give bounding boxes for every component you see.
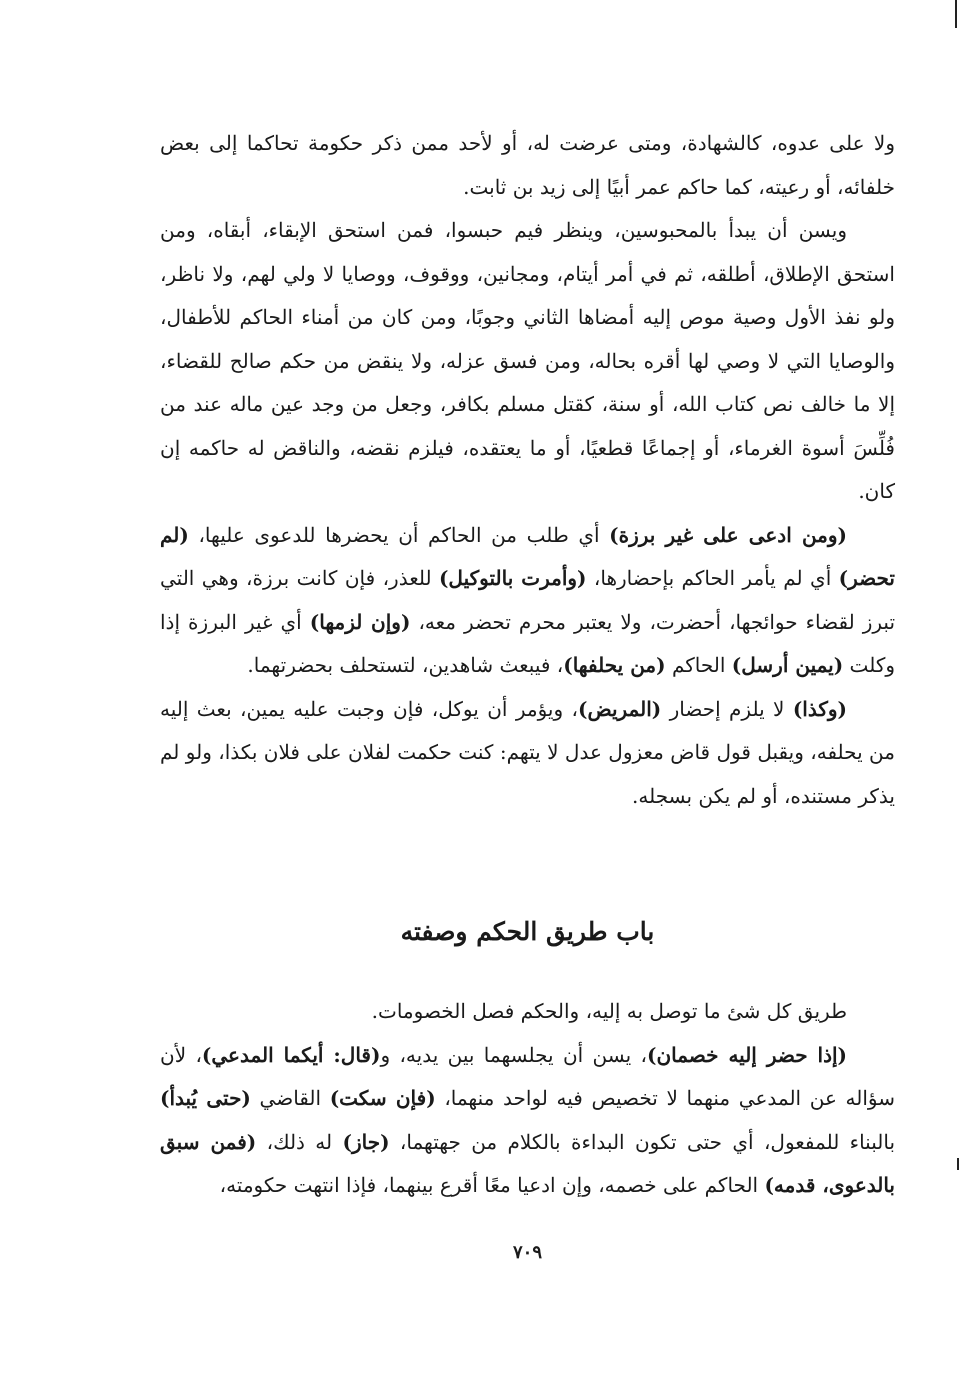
text-run: ، فيبعث شاهدين، لتستحلف بحضرتهما.: [247, 653, 564, 677]
chapter-heading: باب طريق الحكم وصفته: [400, 917, 655, 946]
text-run: له ذلك،: [256, 1129, 343, 1154]
bold-phrase: (يمين أرسل): [731, 653, 844, 677]
text-run: ، يسن أن يجلسهما بين يديه، و: [380, 1042, 647, 1067]
text-run: القاضي: [250, 1086, 330, 1110]
bold-phrase: (وإن لزمها): [309, 609, 411, 634]
text-run: ولا على عدوه، كالشهادة، ومتى عرضت له، أو لأحد ممن ذكر حكومة تحاكما إلى بعض خلفائه، أو رعيته، كما حاكم عمر أبيًا إلى زيد بن ثابت.: [160, 131, 895, 199]
bold-phrase: (لم تحضر): [160, 522, 895, 590]
body-text-top: [160, 122, 895, 818]
text-run: ، لأن سؤاله عن المدعي منهما لا تخصيص فيه لواحد منهما،: [160, 1042, 896, 1110]
text-run: الحاكم على خصمه، وإن ادعيا معًا أقرع بينهما، فإذا انتهت حكومته،: [219, 1173, 765, 1197]
text-run: ، ويؤمر أن يوكل، فإن وجبت عليه يمين، بعث إليه من يحلفه، ويقبل قول قاض معزول عدل لا يتهم: كنت حكمت لفلان على فلان بكذا، ولو لم يذكر مستنده، أو لم يكن بسجله.: [160, 696, 895, 808]
text-run: الحاكم: [665, 653, 732, 677]
bold-phrase: (من يحلفها): [563, 653, 666, 677]
text-run: للعذر، فإن كانت برزة، وهي التي تبرز لقضاء حوائجها، أحضرت، ولا يعتبر محرم تحضر معه،: [160, 566, 896, 634]
text-run: أي غير البرزة إذا وكلت: [160, 609, 895, 677]
paragraph: [160, 688, 895, 819]
paragraph: [160, 122, 895, 209]
paragraph: [160, 990, 895, 1034]
paragraph: [160, 514, 895, 688]
bold-phrase: (جاز): [342, 1129, 390, 1154]
bold-phrase: (قال: أيكما المدعي): [201, 1042, 381, 1067]
text-run: أي لم يأمر الحاكم بإحضارها،: [586, 566, 839, 590]
bold-phrase: (وأمرت بالتوكيل): [438, 566, 587, 590]
page-edge-mark-right: [957, 1158, 959, 1170]
paragraph: [160, 1034, 895, 1208]
bold-phrase: (المريض): [577, 696, 662, 721]
bold-phrase: (ومن ادعى على غير برزة): [609, 522, 848, 547]
text-run: طريق كل شئ ما توصل به إليه، والحكم فصل الخصومات.: [371, 999, 847, 1023]
body-text-bottom: [160, 990, 895, 1208]
text-run: ويسن أن يبدأ بالمحبوسين، وينظر فيم حبسوا، فمن استحق الإبقاء، أبقاه، ومن استحق الإطلاق، أطلقه، ثم في أمر أيتام، ومجانين، ووقوف، ووصايا لا ولي لهم، ولا ناظر، ولو نفذ الأول وصية موص إليه أمضاها الثاني وجوبًا، ومن كان من أمناء الحاكم للأطفال، والوصايا التي لا وصي لها أقره بحاله، ومن فسق عزله، ولا ينقض من حكم صالح للقضاء، إلا ما خالف نص كتاب الله، أو سنة، كقتل مسلم بكافر، وجعل من وجد عين ماله عند من فُلِّسَ أسوة الغرماء، أو إجماعًا قطعيًا، أو ما يعتقده، فيلزم نقضه، والناقض له حاكمه إن كان.: [160, 218, 895, 503]
page-edge-mark-top: [955, 0, 957, 28]
text-run: بالبناء للمفعول، أي حتى تكون البداءة بالكلام من جهتهما،: [389, 1129, 896, 1154]
page-number: ٧٠٩: [512, 1242, 542, 1263]
bold-phrase: (فإن سكت): [329, 1086, 436, 1110]
text-run: أي طلب من الحاكم أن يحضرها للدعوى عليها،: [188, 522, 610, 547]
paragraph: [160, 209, 895, 514]
bold-phrase: (وكذا): [792, 696, 847, 721]
bold-phrase: (إذا حضر إليه خصمان): [646, 1042, 847, 1067]
bold-phrase: (فمن سبق بالدعوى، قدمه): [160, 1129, 895, 1197]
bold-phrase: (حتى يُبدأ): [160, 1086, 251, 1110]
text-run: لا يلزم إحضار: [661, 696, 793, 721]
